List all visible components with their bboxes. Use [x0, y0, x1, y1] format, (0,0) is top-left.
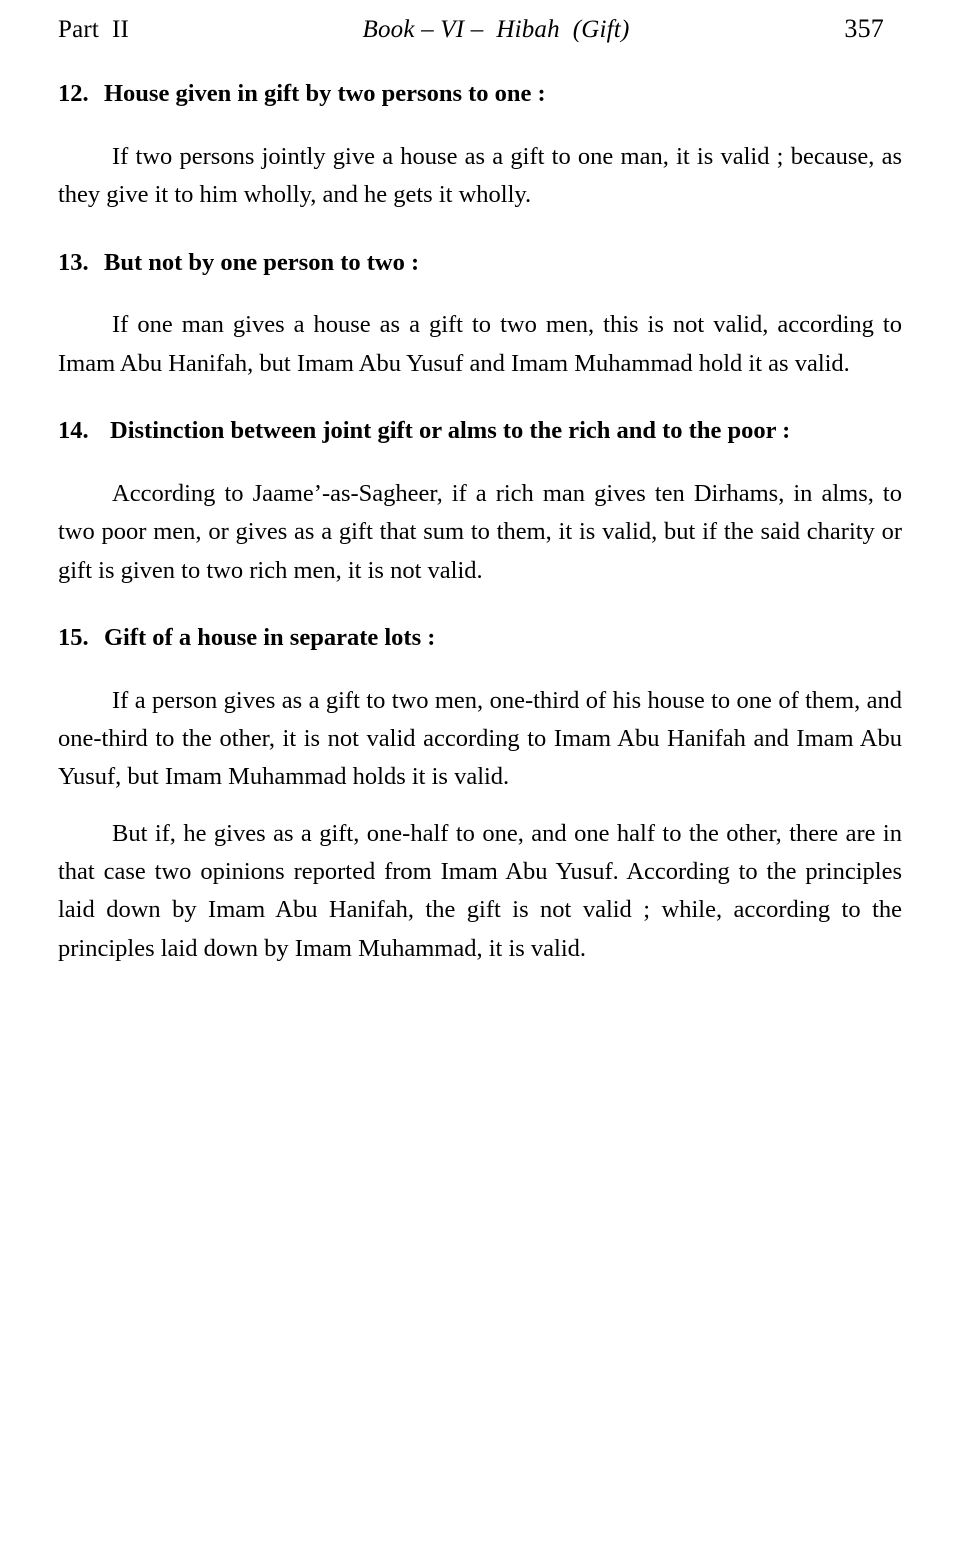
- running-head: [58, 14, 902, 60]
- section-title-12: House given in gift by two persons to one :: [104, 80, 546, 107]
- section-number-12: 12.: [58, 80, 89, 107]
- section-12-paragraph-1: If two persons jointly give a house as a gift to one man, it is valid ; because, as they give it to him wholly, and he gets it wholly.: [58, 142, 902, 209]
- section-15-paragraph-1: If a person gives as a gift to two men, one-third of his house to one of them, and one-third to the other, it is not valid according to Imam Abu Hanifah and Imam Abu Yusuf, but Imam Muhammad holds it is valid.: [58, 686, 902, 791]
- section-number-13: 13.: [58, 248, 89, 276]
- section-13-paragraph-1: If one man gives a house as a gift to two men, this is not valid, according to Imam Abu Hanifah, but Imam Abu Yusuf and Imam Muhammad hold it as valid.: [58, 311, 902, 377]
- section-14-paragraph-1: According to Jaame’-as-Sagheer, if a rich man gives ten Dirhams, in alms, to two poor men, or gives as a gift that sum to them, it is valid, but if the said charity or gift is given to two rich men, it is not valid.: [58, 479, 902, 584]
- running-head-book-title: Book – VI – Hibah (Gift): [362, 16, 630, 43]
- section-heading-14: [58, 415, 902, 447]
- page-number: 357: [844, 14, 884, 43]
- section-title-15: Gift of a house in separate lots :: [104, 623, 436, 651]
- section-heading-13: [58, 247, 902, 279]
- section-title-14: Distinction between joint gift or alms to the rich and to the poor :: [110, 417, 791, 444]
- section-number-15: 15.: [58, 623, 89, 651]
- section-heading-12: [58, 78, 902, 110]
- section-title-13: But not by one person to two :: [104, 248, 420, 276]
- section-number-14: 14.: [58, 417, 89, 444]
- running-head-part: Part II: [58, 16, 130, 43]
- section-15-paragraph-2: But if, he gives as a gift, one-half to one, and one half to the other, there are in that case two opinions reported from Imam Abu Yusuf. According to the principles laid down by Imam Abu Hanifah, the gift is not valid ; while, according to the principles laid down by Imam Muhammad, it is valid.: [58, 819, 902, 962]
- section-heading-15: [58, 622, 902, 654]
- page-content: [58, 78, 902, 968]
